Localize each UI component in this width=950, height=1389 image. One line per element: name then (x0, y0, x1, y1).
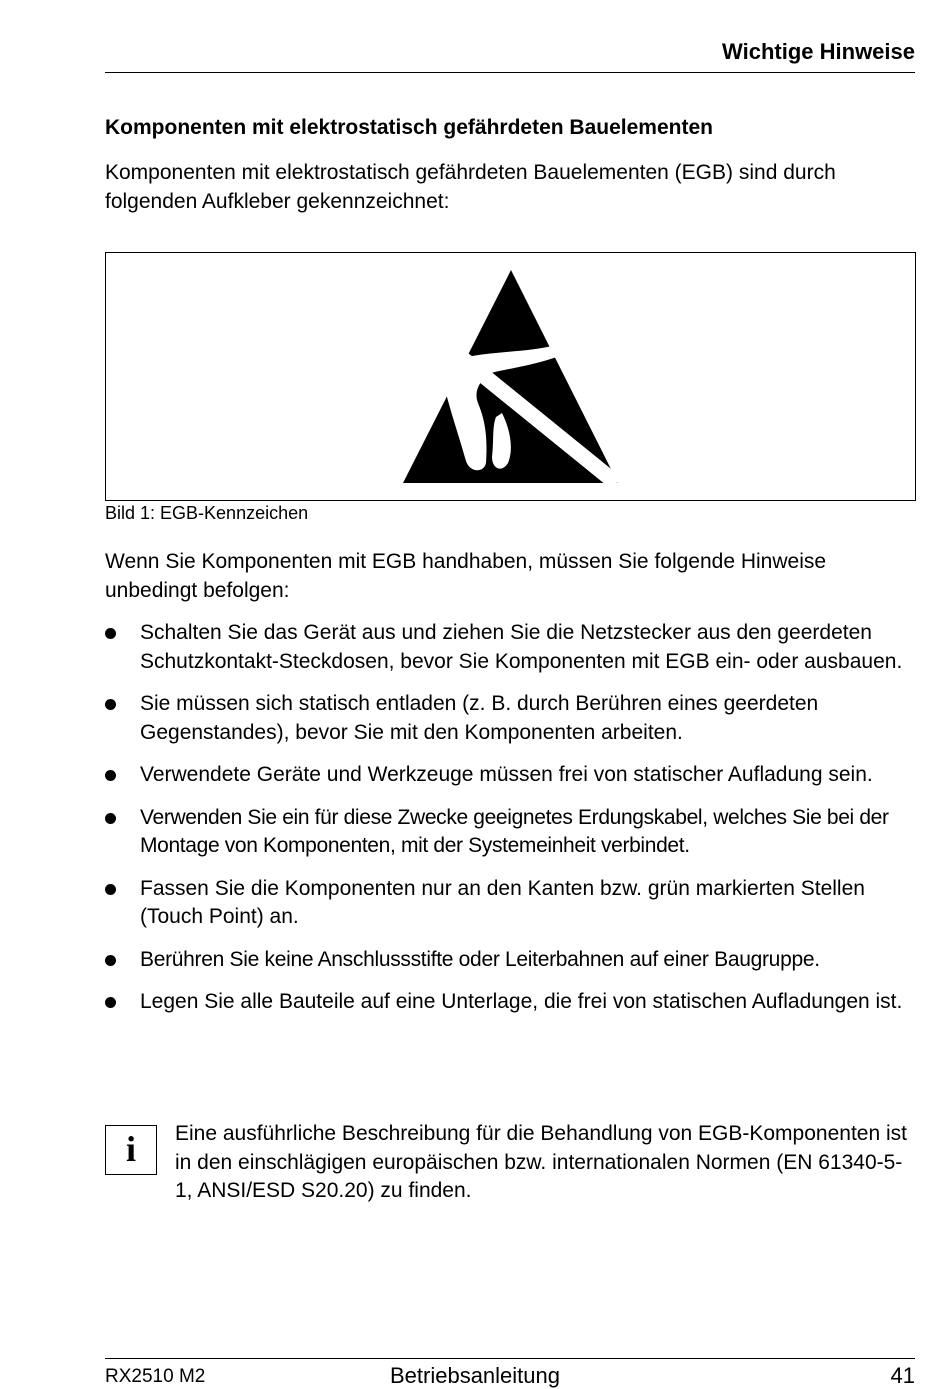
list-item (105, 988, 920, 1017)
list-item-text: Legen Sie alle Bauteile auf eine Unterlage, die frei von statischen Aufladungen ist. (140, 990, 903, 1013)
list-item-text: Sie müssen sich statisch entladen (z. B. durch Berühren eines geerdeten Gegenstandes), bevor Sie mit den Komponenten arbeiten. (140, 692, 819, 744)
list-item-text: Fassen Sie die Komponenten nur an den Kanten bzw. grün markierten Stellen (Touch Point) an. (140, 876, 865, 928)
footer-divider (105, 1358, 915, 1359)
page-number: 41 (890, 1363, 915, 1388)
bullet-icon (105, 628, 116, 639)
list-item (105, 804, 920, 861)
footer-doc-title: Betriebsanleitung (389, 1363, 560, 1388)
section-heading: Komponenten mit elektrostatisch gefährdeten Bauelementen (105, 116, 713, 139)
list-item-text: Verwendete Geräte und Werkzeuge müssen frei von statischer Aufladung sein. (140, 763, 873, 786)
list-item-text: Schalten Sie das Gerät aus und ziehen Sie die Netzstecker aus den geerdeten Schutzkontakt-Steckdosen, bevor Sie Komponenten mit EGB ein- oder ausbauen. (140, 621, 903, 673)
header-divider (105, 72, 915, 73)
list-item (105, 619, 920, 676)
bullet-icon (105, 884, 116, 895)
footer-model: RX2510 M2 (105, 1366, 206, 1387)
instructions-intro: Wenn Sie Komponenten mit EGB handhaben, müssen Sie folgende Hinweise unbedingt befolgen: (105, 550, 827, 602)
list-item (105, 875, 920, 932)
info-note: Eine ausführliche Beschreibung für die Behandlung von EGB-Komponenten ist in den einschlägigen europäischen bzw. internationalen Normen (EN 61340-5-1, ANSI/ESD S20.20) zu finden. (175, 1122, 907, 1202)
info-icon: i (105, 1125, 157, 1175)
section-intro: Komponenten mit elektrostatisch gefährdeten Bauelementen (EGB) sind durch folgenden Aufkleber gekennzeichnet: (105, 161, 836, 213)
figure-esd-label (105, 252, 916, 501)
bullet-icon (105, 813, 116, 824)
list-item (105, 690, 920, 747)
bullet-icon (105, 997, 116, 1008)
figure-caption: Bild 1: EGB-Kennzeichen (105, 503, 309, 523)
list-item (105, 761, 920, 790)
list-item-text: Berühren Sie keine Anschlussstifte oder Leiterbahnen auf einer Baugruppe. (140, 947, 820, 971)
instruction-list (105, 619, 920, 1031)
list-item (105, 946, 920, 975)
page-header-title: Wichtige Hinweise (722, 39, 915, 64)
bullet-icon (105, 955, 116, 966)
bullet-icon (105, 770, 116, 781)
esd-warning-icon (106, 253, 915, 500)
bullet-icon (105, 699, 116, 710)
list-item-text: Verwenden Sie ein für diese Zwecke geeignetes Erdungskabel, welches Sie bei der Montage von Komponenten, mit der Systemeinheit verbindet. (140, 805, 889, 857)
